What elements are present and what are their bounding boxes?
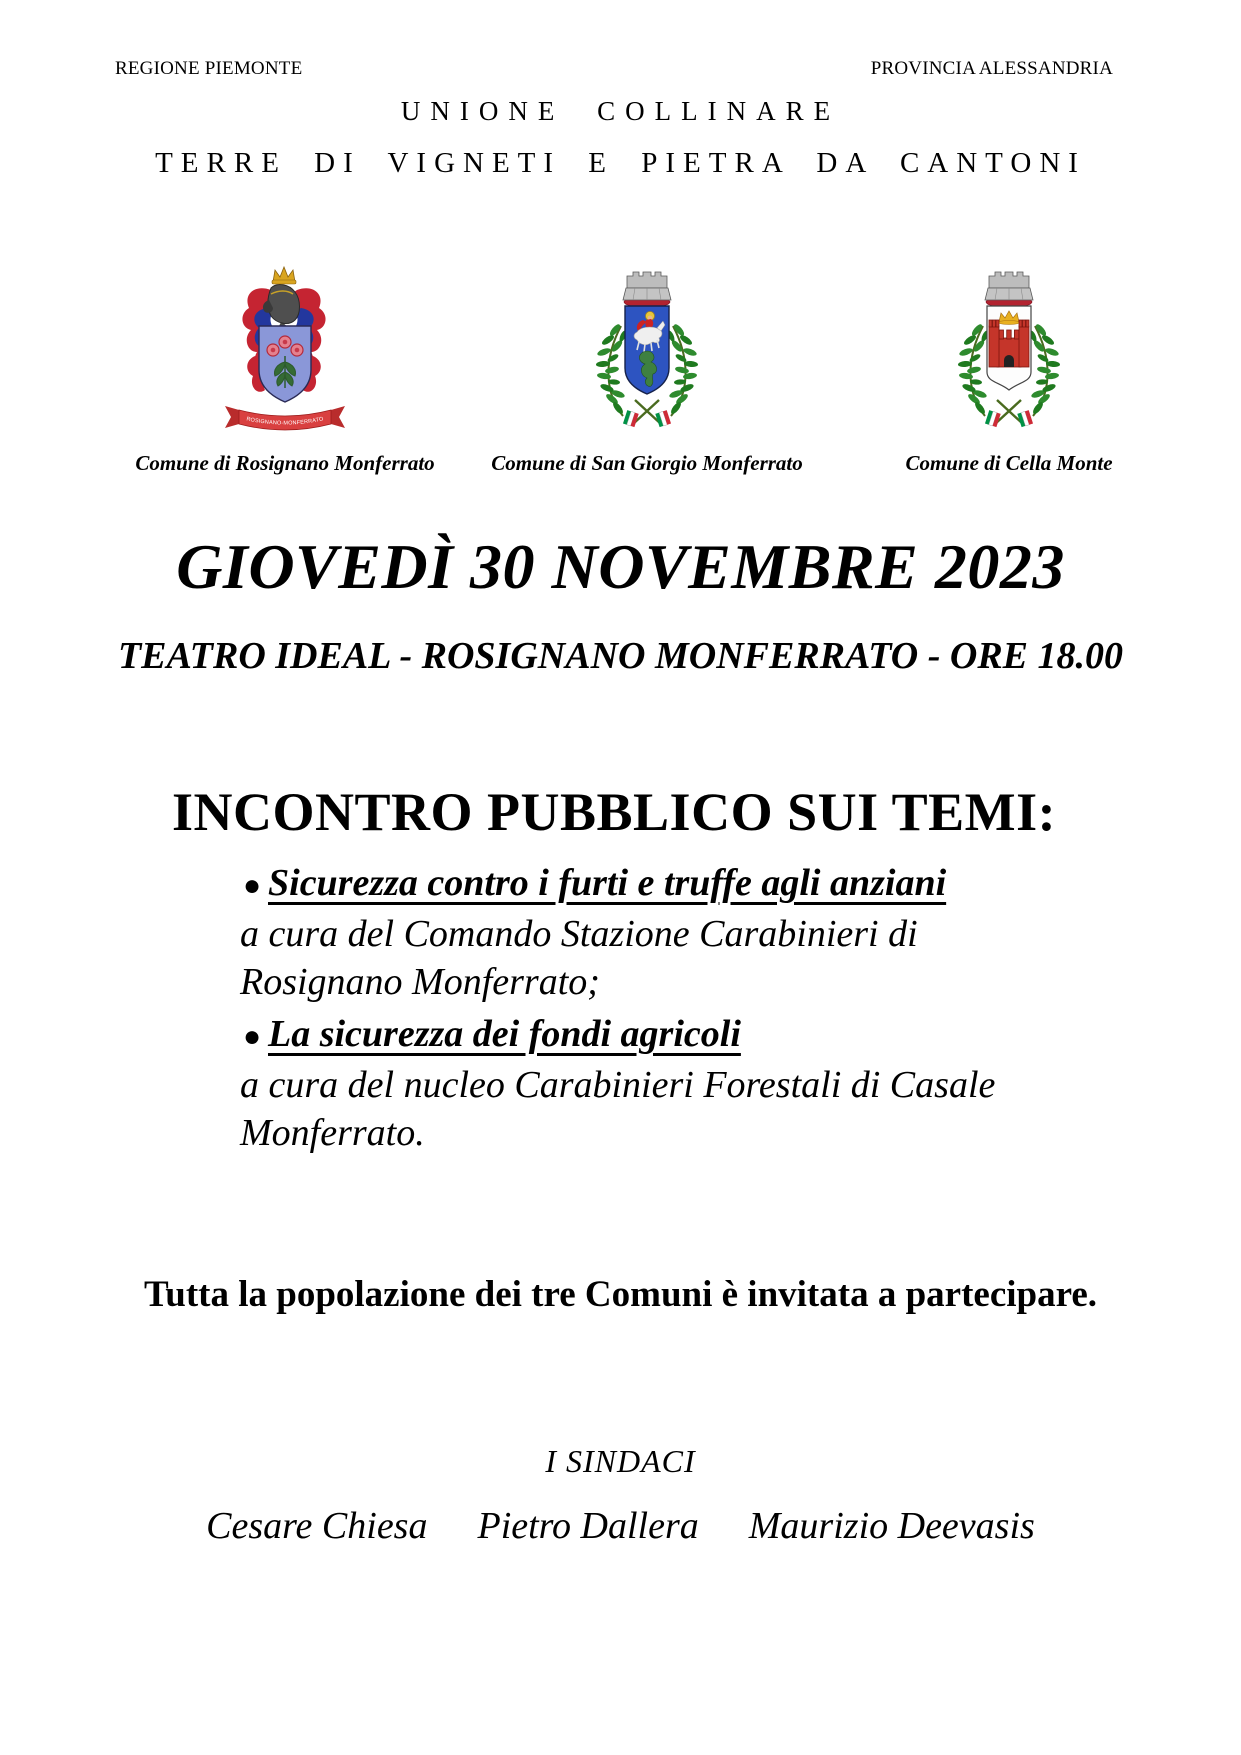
curator-line: Rosignano Monferrato; [240,960,600,1003]
topic-item [240,1010,1241,1157]
topic-curator [240,910,1241,1006]
mayor-name: Pietro Dallera [477,1504,699,1547]
invitation-line: Tutta la popolazione dei tre Comuni è invitata a partecipare. [143,1273,1098,1315]
topic-item [240,859,1241,1006]
san-giorgio-coat-of-arms-icon [577,264,717,439]
topic-curator [240,1061,1241,1157]
union-title: UNIONE COLLINARE [400,95,841,126]
province-label: PROVINCIA ALESSANDRIA [870,58,1113,79]
topic-title: Sicurezza contro i furti e truffe agli anziani [268,861,947,904]
mayor-name: Cesare Chiesa [206,1504,428,1547]
crest-rosignano [120,264,450,475]
crest-cella-monte [844,264,1174,475]
curator-line: a cura del Comando Stazione Carabinieri di [240,912,918,955]
curator-line: a cura del nucleo Carabinieri Forestali di Casale [240,1063,996,1106]
crest-caption: Comune di San Giorgio Monferrato [491,451,803,476]
event-venue-line: TEATRO IDEAL - ROSIGNANO MONFERRATO - ORE 18.00 [117,635,1124,678]
ribbon-text: ROSIGNANO-MONFERRATO [245,416,325,427]
crest-caption: Comune di Cella Monte [905,451,1113,476]
crest-san-giorgio [482,264,812,475]
mayors-names [0,1504,1241,1550]
cella-monte-coat-of-arms-icon [939,264,1079,439]
meeting-title: INCONTRO PUBBLICO SUI TEMI: [172,781,1057,842]
crest-row [0,264,1241,475]
bullet-icon: ● [243,868,262,902]
event-date-title: GIOVEDÌ 30 NOVEMBRE 2023 [176,531,1065,603]
crest-caption: Comune di Rosignano Monferrato [135,451,435,476]
region-label: REGIONE PIEMONTE [115,58,303,79]
rosignano-coat-of-arms-icon [215,264,355,439]
topic-title: La sicurezza dei fondi agricoli [268,1012,741,1055]
mayors-heading: I SINDACI [545,1442,696,1479]
topics-list [240,859,1241,1157]
curator-line: Monferrato. [240,1111,425,1154]
union-subtitle: TERRE DI VIGNETI E PIETRA DA CANTONI [155,146,1086,179]
document-header [0,0,1241,80]
bullet-icon: ● [243,1019,262,1053]
mayor-name: Maurizio Deevasis [748,1504,1035,1547]
